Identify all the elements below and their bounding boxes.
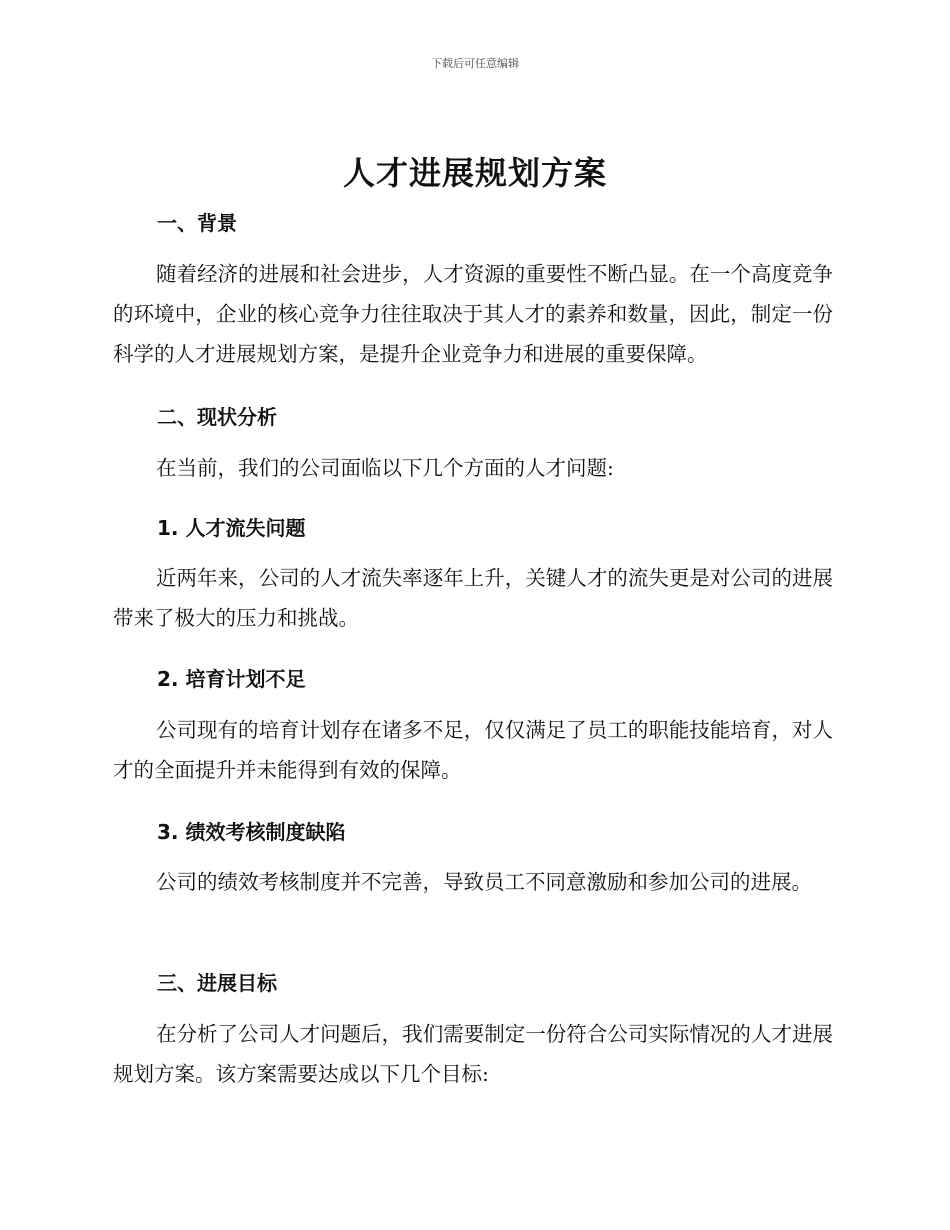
document-title: 人才进展规划方案 — [342, 154, 607, 192]
paragraph-talent-loss: 近两年来，公司的人才流失率逐年上升，关键人才的流失更是对公司的进展带来了极大的压力和挑战。 — [113, 566, 833, 630]
subheading-performance: 3. 绩效考核制度缺陷 — [157, 820, 346, 844]
section-heading-goals: 三、进展目标 — [157, 971, 277, 995]
subheading-training: 2. 培育计划不足 — [157, 667, 306, 691]
paragraph-goals: 在分析了公司人才问题后，我们需要制定一份符合公司实际情况的人才进展规划方案。该方案需要达成以下几个目标: — [113, 1022, 833, 1086]
header-note: 下载后可任意编辑 — [431, 57, 519, 70]
paragraph-training: 公司现有的培育计划存在诸多不足，仅仅满足了员工的职能技能培育，对人才的全面提升并未能得到有效的保障。 — [113, 718, 833, 782]
paragraph-performance: 公司的绩效考核制度并不完善，导致员工不同意激励和参加公司的进展。 — [156, 870, 812, 894]
paragraph-status-intro: 在当前，我们的公司面临以下几个方面的人才问题: — [156, 456, 614, 480]
subheading-talent-loss: 1. 人才流失问题 — [157, 516, 306, 540]
paragraph-background: 随着经济的进展和社会进步，人才资源的重要性不断凸显。在一个高度竞争的环境中，企业的核心竞争力往往取决于其人才的素养和数量，因此，制定一份科学的人才进展规划方案，是提升企业竞争力和进展的重要保障。 — [113, 262, 833, 366]
section-heading-background: 一、背景 — [157, 211, 237, 235]
section-heading-status: 二、现状分析 — [157, 405, 277, 429]
